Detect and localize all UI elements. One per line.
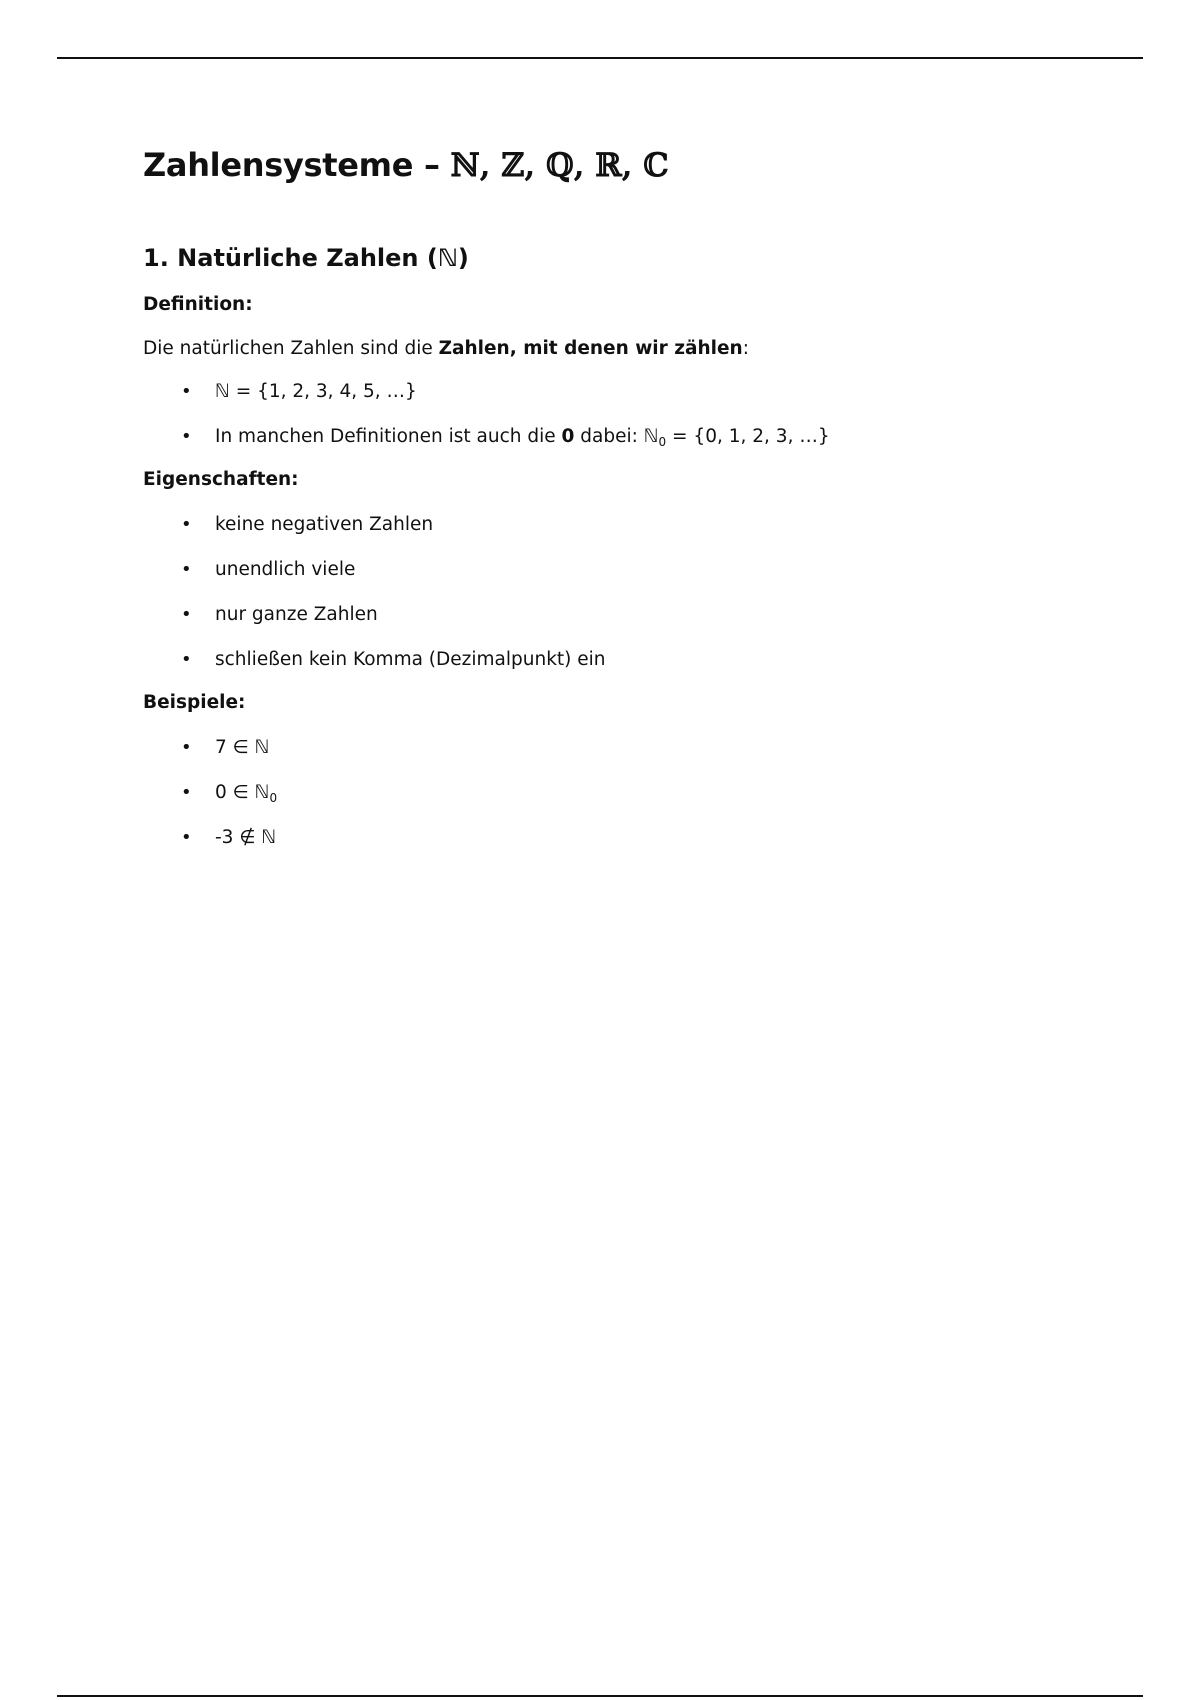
list-item: • keine negativen Zahlen xyxy=(143,512,1143,538)
bullet-icon: • xyxy=(181,649,192,670)
definition-text: Die natürlichen Zahlen sind die Zahlen, mit denen wir zählen: xyxy=(143,338,749,359)
properties-label: Eigenschaften: xyxy=(143,469,299,490)
list-item: • In manchen Definitionen ist auch die 0 dabei: ℕ$_0$ = {0, 1, 2, 3, …} xyxy=(181,426,830,449)
section-heading-natural-numbers: 1. Natürliche Zahlen (ℕ) xyxy=(143,244,469,272)
bullet-icon: • xyxy=(181,604,192,625)
list-item: • 7 ∈ ℕ xyxy=(143,735,1143,761)
list-item: • nur ganze Zahlen xyxy=(143,602,1143,628)
list-item: • ℕ = {1, 2, 3, 4, 5, …} xyxy=(143,379,1143,405)
bullet-icon: • xyxy=(181,737,192,758)
bullet-icon: • xyxy=(181,827,192,848)
header-rule xyxy=(57,57,1143,59)
list-item: • -3 ∉ ℕ xyxy=(143,825,1143,851)
footer-rule xyxy=(57,1695,1143,1697)
examples-list xyxy=(143,735,1143,851)
document-body xyxy=(143,138,1143,851)
bullet-icon: • xyxy=(181,381,192,402)
title-number-sets: ℕ, ℤ, ℚ, ℝ, ℂ xyxy=(450,146,669,184)
list-item: • schließen kein Komma (Dezimalpunkt) ein xyxy=(143,647,1143,673)
page-title xyxy=(143,138,1143,192)
bullet-icon: • xyxy=(181,514,192,535)
bullet-icon: • xyxy=(181,782,192,803)
definition-label: Definition: xyxy=(143,294,253,315)
bullet-icon: • xyxy=(181,426,192,447)
examples-label: Beispiele: xyxy=(143,692,246,713)
bullet-icon: • xyxy=(181,559,192,580)
definition-list xyxy=(143,379,1143,450)
properties-list xyxy=(143,512,1143,673)
list-item: • 0 ∈ ℕ$_0$ xyxy=(181,782,278,805)
list-item: • unendlich viele xyxy=(143,557,1143,583)
title-text: Zahlensysteme – xyxy=(143,146,451,184)
